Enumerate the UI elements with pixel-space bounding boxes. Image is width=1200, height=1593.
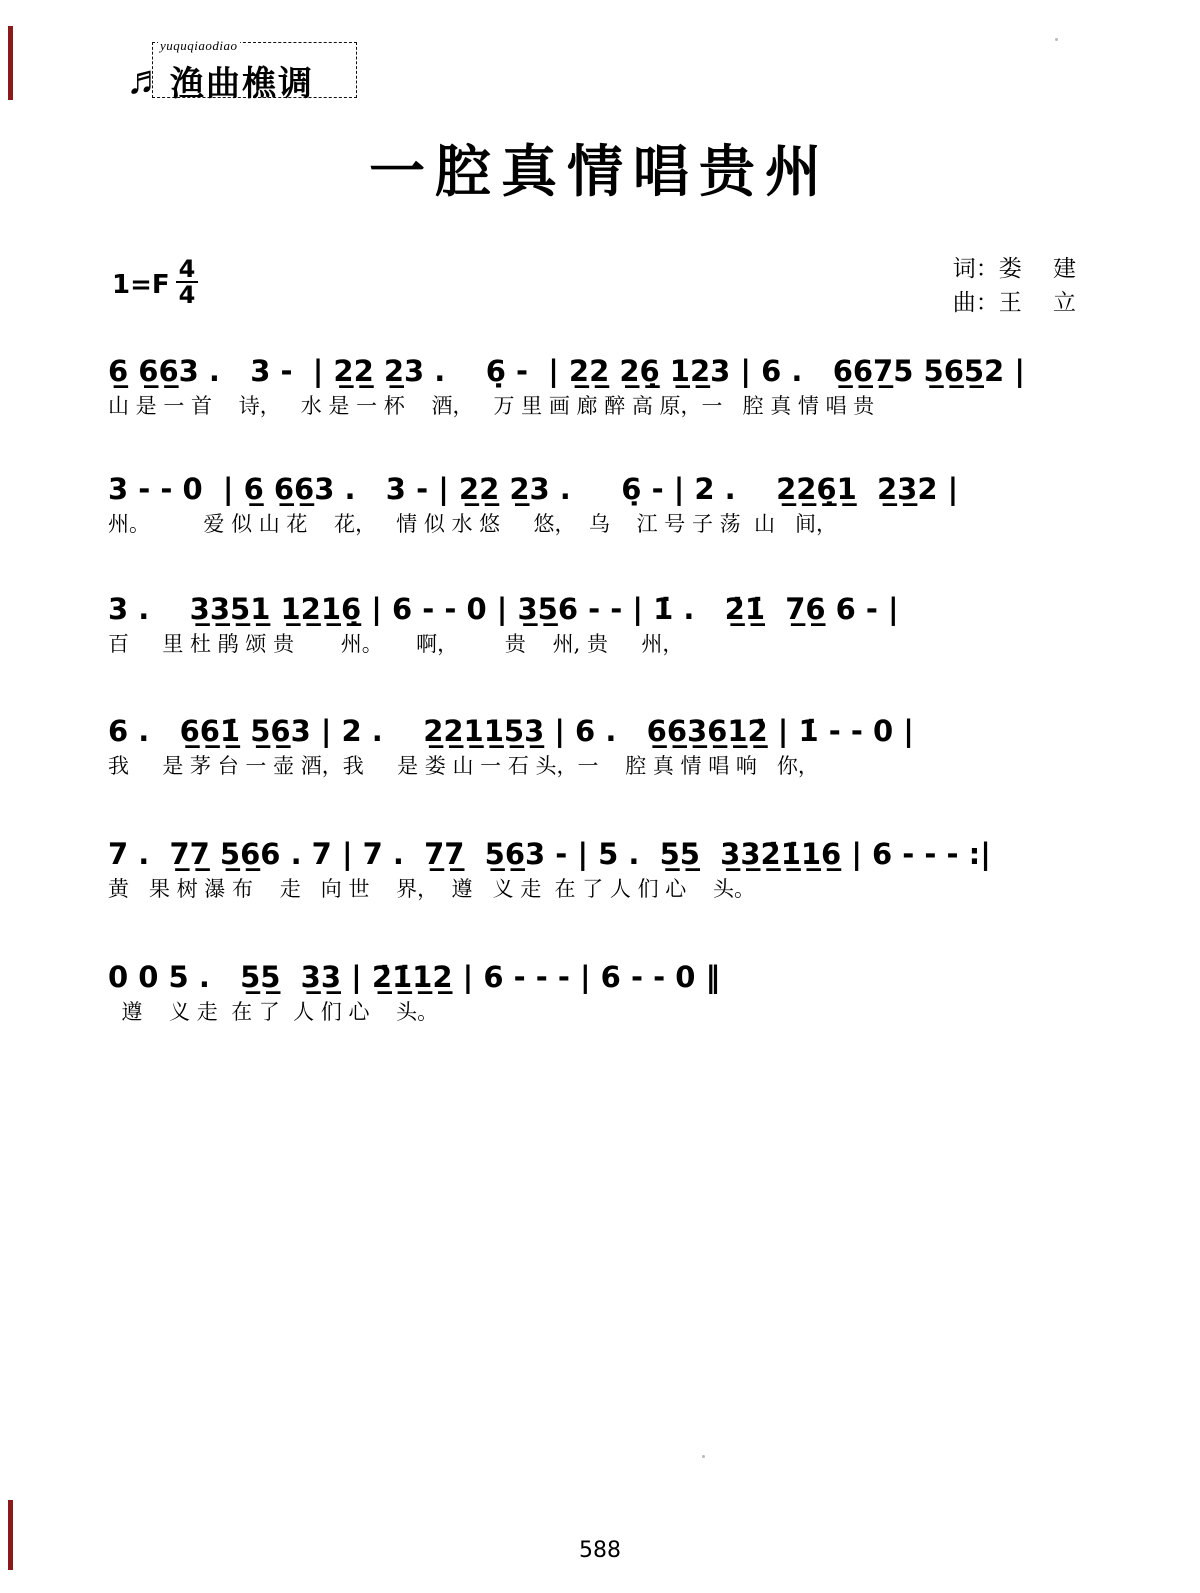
- page-title: 一腔真情唱贵州: [369, 139, 831, 205]
- credit-lyricist-name: 娄 建: [998, 256, 1088, 282]
- music-system-4: [108, 712, 1088, 782]
- lyric-row: 遵 义 走 在 了 人 们 心 头。: [108, 1000, 439, 1024]
- paper-speck: [1055, 38, 1058, 41]
- note-row: 3 . 3̲3̲5̲1̲ 1̲2̲1̲6̣̲ | 6 - - 0 | 3̲5̲6 - - | 1̇ . 2̲̇1̲̇ 7̲6̲ 6 - |: [108, 592, 899, 626]
- music-system-5: [108, 835, 1088, 905]
- page-number: 588: [579, 1538, 621, 1563]
- note-row: 0 0 5 . 5̲5̲ 3̲3̲ | 2̲̇1̲̇1̲2̲ | 6 - - - | 6 - - 0 ‖: [108, 960, 720, 994]
- key-signature: 1=F: [112, 270, 170, 300]
- note-row: 6 . 6̲6̲1̲̇ 5̲6̲3 | 2 . 2̲2̲1̲1̲5̲3̲ | 6 . 6̲6̲3̲6̲1̲2̲̇ | 1̇ - - 0 |: [108, 714, 914, 748]
- logo-title-label: 渔曲樵调: [170, 64, 314, 104]
- credit-composer-role: 曲：: [952, 290, 999, 316]
- credit-lyricist-role: 词：: [952, 256, 999, 282]
- series-logo: [118, 38, 358, 104]
- logo-pinyin-label: yuquqiaodiao: [160, 38, 238, 53]
- music-system-6: [108, 958, 1088, 1028]
- music-note-icon: ♬: [126, 57, 166, 102]
- note-row: 6̲ 6̲6̲3 . 3 - | 2̲2̲ 2̲3 . 6̣ - | 2̲2̲ 2̲6̣̲ 1̲2̲3 | 6 . 6̲6̲7̲5 5̲6̲5̲2 |: [108, 354, 1025, 388]
- credit-composer-name: 王 立: [998, 290, 1088, 316]
- page-edge-mark-top: [8, 26, 13, 100]
- note-row: 3 - - 0 | 6̲ 6̲6̲3 . 3 - | 2̲2̲ 2̲3 . 6̣ - | 2 . 2̲2̲6̣̲1̲ 2̲3̲2 |: [108, 472, 959, 506]
- time-signature: [172, 255, 202, 309]
- lyric-row: 山 是 一 首 诗， 水 是 一 杯 酒， 万 里 画 廊 醉 高 原，一 腔 真 情 唱 贵: [108, 394, 875, 418]
- music-system-3: [108, 590, 1088, 660]
- music-system-1: [108, 352, 1088, 422]
- credits: [953, 252, 1088, 320]
- lyric-row: 我 是 茅 台 一 壶 酒，我 是 娄 山 一 石 头，一 腔 真 情 唱 响 你，: [108, 754, 819, 778]
- paper-speck: [702, 1455, 705, 1458]
- note-row: 7 . 7̲7̲ 5̲6̲6 . 7 | 7 . 7̲7̲ 5̲6̲3 - | 5 . 5̲5̲ 3̲3̲2̲̇1̲̇1̲6̲ | 6 - - - :|: [108, 837, 991, 871]
- time-signature-denominator: 4: [178, 281, 196, 309]
- lyric-row: 百 里 杜 鹃 颂 贵 州。 啊， 贵 州, 贵 州，: [108, 632, 684, 656]
- credit-lyricist: [953, 252, 1088, 286]
- lyric-row: 州。 爱 似 山 花 花， 情 似 水 悠 悠， 乌 江 号 子 荡 山 间，: [108, 512, 838, 536]
- credit-composer: [953, 286, 1088, 320]
- lyric-row: 黄 果 树 瀑 布 走 向 世 界， 遵 义 走 在 了 人 们 心 头。: [108, 877, 755, 901]
- music-system-2: [108, 470, 1088, 540]
- time-signature-numerator: 4: [178, 255, 196, 283]
